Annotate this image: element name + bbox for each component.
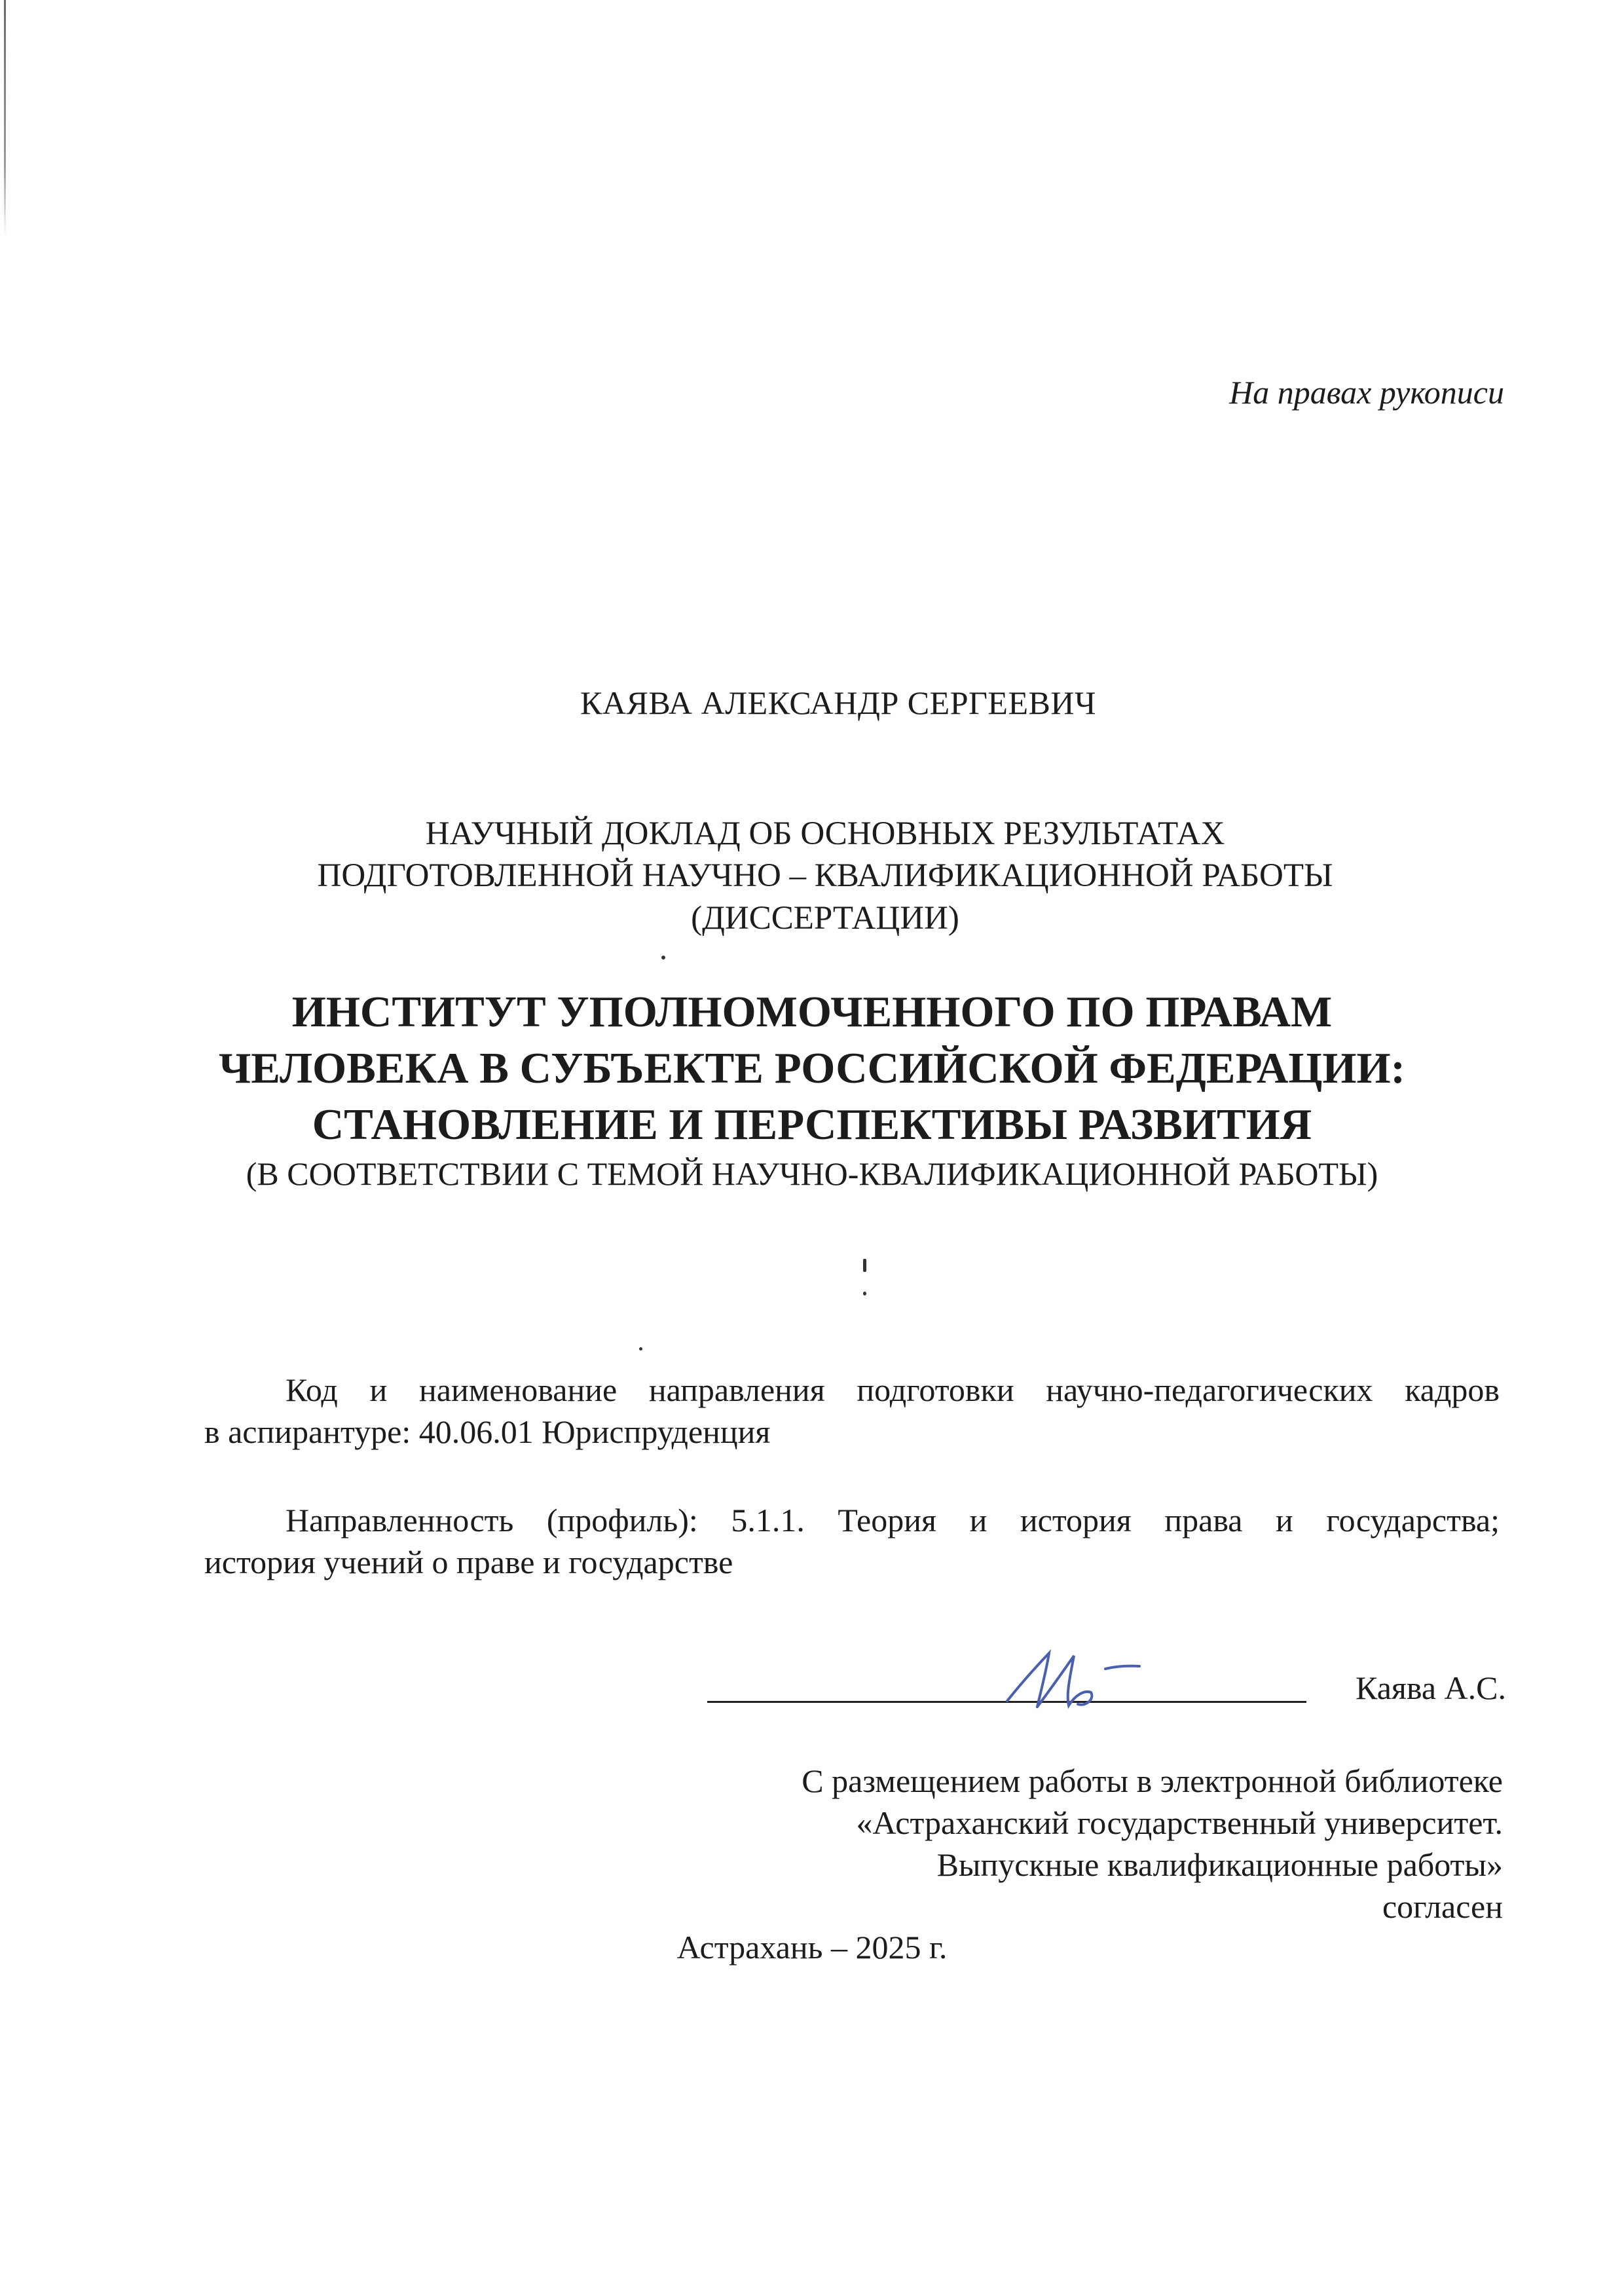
consent-block (802, 1760, 1503, 1928)
profile-line-2: история учений о праве и государстве (204, 1544, 733, 1580)
place-year: Астрахань – 2025 г. (676, 1929, 948, 1966)
report-line-3: (ДИССЕРТАЦИИ) (691, 900, 959, 937)
scan-speck (863, 1259, 866, 1272)
consent-line-3: Выпускные квалификационные работы» (936, 1846, 1503, 1883)
direction-paragraph (204, 1369, 1500, 1453)
scan-speck (661, 956, 665, 960)
title-line-3: СТАНОВЛЕНИЕ И ПЕРСПЕКТИВЫ РАЗВИТИЯ (312, 1100, 1312, 1149)
consent-line-1: С размещением работы в электронной библиотеке (802, 1762, 1503, 1799)
report-line-1: НАУЧНЫЙ ДОКЛАД ОБ ОСНОВНЫХ РЕЗУЛЬТАТАХ (425, 815, 1225, 852)
profile-line-1: Направленность (профиль): 5.1.1. Теория и история права и государства; (286, 1502, 1500, 1538)
title-line-2: ЧЕЛОВЕКА В СУБЪЕКТЕ РОССИЙСКОЙ ФЕДЕРАЦИИ: (219, 1044, 1405, 1092)
author-name: КАЯВА АЛЕКСАНДР СЕРГЕЕВИЧ (580, 684, 1096, 721)
consent-line-4: согласен (1382, 1888, 1503, 1925)
signatory-name: Каява А.С. (1356, 1669, 1506, 1706)
profile-paragraph (204, 1499, 1500, 1583)
handwritten-signature (989, 1639, 1146, 1724)
scan-speck (639, 1347, 642, 1351)
direction-line-1: Код и наименование направления подготовки научно-педагогических кадров (286, 1371, 1500, 1408)
title-subtitle: (В СООТВЕТСТВИИ С ТЕМОЙ НАУЧНО-КВАЛИФИКАЦИОННОЙ РАБОТЫ) (246, 1155, 1378, 1192)
signature-row (707, 1658, 1506, 1717)
consent-line-2: «Астраханский государственный университет. (856, 1804, 1503, 1841)
report-line-2: ПОДГОТОВЛЕННОЙ НАУЧНО – КВАЛИФИКАЦИОННОЙ РАБОТЫ (317, 857, 1333, 894)
scan-edge-mark (4, 0, 6, 236)
direction-line-2: в аспирантуре: 40.06.01 Юриспруденция (204, 1413, 771, 1450)
scan-speck (863, 1292, 866, 1296)
title-line-1: ИНСТИТУТ УПОЛНОМОЧЕННОГО ПО ПРАВАМ (291, 988, 1333, 1036)
rights-note: На правах рукописи (1229, 374, 1504, 411)
